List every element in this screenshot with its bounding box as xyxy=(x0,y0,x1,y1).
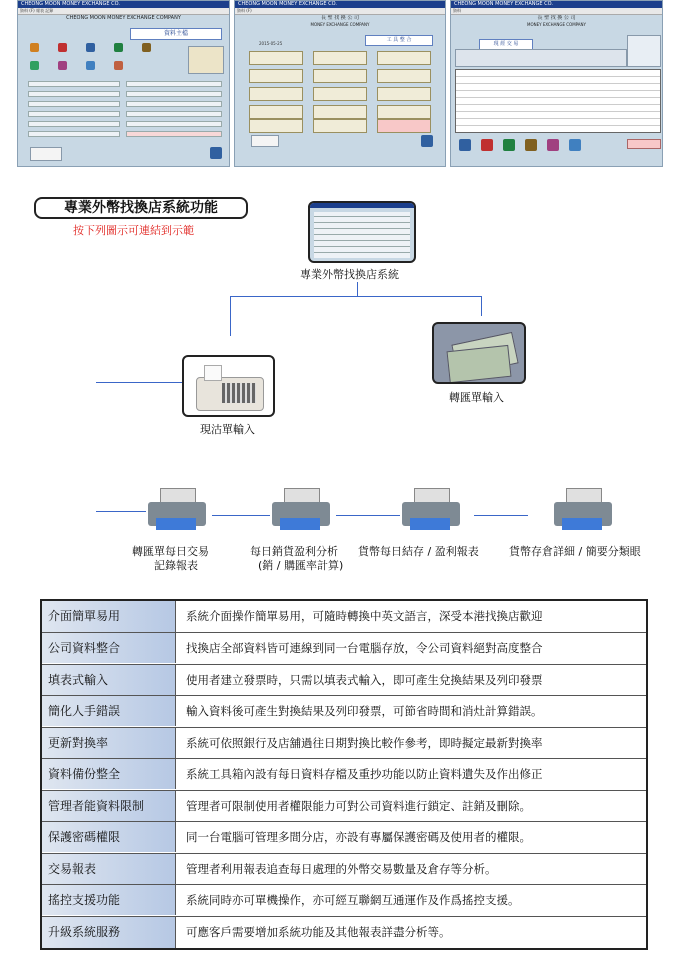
printer-output xyxy=(410,518,450,530)
tool-button[interactable] xyxy=(249,119,303,133)
window-titlebar: CHEONG MOON MONEY EXCHANGE CO. xyxy=(235,1,445,8)
register-keypad xyxy=(222,383,256,403)
window-header: 長 聖 找 換 公 司 xyxy=(321,15,359,21)
menu-row[interactable] xyxy=(28,111,120,117)
feature-key: 更新對換率 xyxy=(42,728,176,758)
tab-label: 工 具 整 合 xyxy=(365,35,433,46)
door-icon[interactable] xyxy=(421,135,433,147)
screenshot-tools[interactable] xyxy=(234,0,446,167)
feature-row xyxy=(42,884,646,915)
report-label: 貨幣每日結存 / 盈利報表 xyxy=(358,545,479,558)
feature-key: 管理者能資料限制 xyxy=(42,791,176,821)
menu-row[interactable] xyxy=(28,121,120,127)
module-icon[interactable] xyxy=(30,43,39,52)
module-tile[interactable] xyxy=(188,46,224,74)
tool-button[interactable] xyxy=(377,119,431,133)
main-system-label: 專業外幣找換店系統 xyxy=(300,268,399,281)
feature-table xyxy=(40,599,648,950)
feature-row xyxy=(42,853,646,884)
menu-row[interactable] xyxy=(126,101,222,107)
menu-row[interactable] xyxy=(126,131,222,137)
window-titlebar: CHEONG MOON MONEY EXCHANGE CO. xyxy=(451,1,662,8)
tool-button[interactable] xyxy=(313,69,367,83)
main-system-thumbnail[interactable] xyxy=(308,201,416,263)
transfer-label: 轉匯單輸入 xyxy=(449,391,504,404)
printer-icon[interactable] xyxy=(146,488,210,534)
toolbar-icon[interactable] xyxy=(481,139,493,151)
module-icon[interactable] xyxy=(86,61,95,70)
menu-row[interactable] xyxy=(126,121,222,127)
toolbar-icon[interactable] xyxy=(547,139,559,151)
report-label: 每日銷貨盈利分析 xyxy=(250,545,338,558)
module-icon[interactable] xyxy=(58,43,67,52)
toolbar-icon[interactable] xyxy=(503,139,515,151)
connector-line xyxy=(357,282,358,296)
total-field xyxy=(627,139,661,149)
connector-line xyxy=(212,515,270,516)
tool-button[interactable] xyxy=(249,87,303,101)
module-icon[interactable] xyxy=(58,61,67,70)
module-icon[interactable] xyxy=(86,43,95,52)
cash-register-image[interactable] xyxy=(182,355,275,417)
tool-button[interactable] xyxy=(377,105,431,119)
window-titlebar: CHEONG MOON MONEY EXCHANGE CO. xyxy=(18,1,229,8)
module-icon[interactable] xyxy=(142,43,151,52)
register-paper xyxy=(204,365,222,381)
screenshot-main-menu[interactable] xyxy=(17,0,230,167)
connector-line xyxy=(96,511,146,512)
printer-icon[interactable] xyxy=(400,488,464,534)
feature-key: 交易報表 xyxy=(42,854,176,884)
report-label-line2: 記錄報表 xyxy=(154,559,198,572)
feature-value: 管理者利用報表追查每日處理的外幣交易數量及倉存等分析。 xyxy=(186,862,497,876)
feature-key: 資料備份整全 xyxy=(42,759,176,789)
feature-row xyxy=(42,727,646,758)
printer-icon[interactable] xyxy=(270,488,334,534)
toolbar-icon[interactable] xyxy=(569,139,581,151)
feature-key: 公司資料整合 xyxy=(42,633,176,663)
report-label: 轉匯單每日交易 xyxy=(132,545,209,558)
feature-value: 輸入資料後可產生對換結果及列印發票，可節省時間和消灶計算錯誤。 xyxy=(186,704,543,718)
help-button[interactable] xyxy=(251,135,279,147)
feature-value: 使用者建立發票時，只需以填表式輸入，即可產生兌換結果及列印發票 xyxy=(186,673,543,687)
feature-value: 管理者可限制使用者權限能力可對公司資料進行鎖定、註銷及刪除。 xyxy=(186,799,531,813)
feature-row xyxy=(42,695,646,726)
window-menubar: 資料 (F) 報表 記錄 xyxy=(18,8,229,15)
thumbnail-titlebar xyxy=(310,203,414,208)
form-panel xyxy=(455,49,627,67)
banknote xyxy=(446,345,511,383)
connector-line xyxy=(336,515,400,516)
feature-value: 可應客戶需要增加系統功能及其他報表詳盡分析等。 xyxy=(186,925,451,939)
window-header: CHEONG MOON MONEY EXCHANGE COMPANY xyxy=(66,15,181,21)
date-label: 2015-05-25 xyxy=(259,41,283,46)
feature-value: 找換店全部資料皆可連線到同一台電腦存放，令公司資料絕對高度整合 xyxy=(186,641,543,655)
module-icon[interactable] xyxy=(30,61,39,70)
feature-key: 簡化人手錯誤 xyxy=(42,696,176,726)
printer-output xyxy=(156,518,196,530)
feature-key: 搖控支援功能 xyxy=(42,885,176,915)
feature-row xyxy=(42,601,646,632)
window-subheader: MONEY EXCHANGE COMPANY xyxy=(527,22,586,27)
feature-value: 系統工具箱內設有每日資料存檔及重抄功能以防止資料遺失及作出修正 xyxy=(186,767,543,781)
feature-key: 保護密碼權限 xyxy=(42,822,176,852)
connector-line xyxy=(96,382,182,383)
feature-key: 升級系統服務 xyxy=(42,917,176,948)
module-icon[interactable] xyxy=(114,61,123,70)
feature-value: 系統介面操作簡單易用，可隨時轉換中英文語言，深受本港找換店歡迎 xyxy=(186,609,543,623)
section-subtitle-link[interactable]: 按下列圖示可連結到示範 xyxy=(73,224,194,237)
connector-line xyxy=(474,515,528,516)
menu-row[interactable] xyxy=(126,91,222,97)
feature-row xyxy=(42,664,646,695)
menu-row[interactable] xyxy=(28,81,120,87)
tool-button[interactable] xyxy=(249,51,303,65)
feature-value: 系統同時亦可單機操作，亦可經互聯網互通運作及作爲搖控支援。 xyxy=(186,893,520,907)
feature-row xyxy=(42,758,646,789)
feature-value: 同一台電腦可管理多間分店，亦設有專屬保護密碼及使用者的權限。 xyxy=(186,830,531,844)
tool-button[interactable] xyxy=(313,87,367,101)
tool-button[interactable] xyxy=(249,105,303,119)
printer-output xyxy=(280,518,320,530)
screenshot-transaction[interactable] xyxy=(450,0,663,167)
tab-label: 資料主檔 xyxy=(130,28,222,40)
feature-row xyxy=(42,632,646,663)
feature-row xyxy=(42,916,646,948)
connector-line xyxy=(230,296,231,336)
module-icon[interactable] xyxy=(114,43,123,52)
toolbar-icon[interactable] xyxy=(459,139,471,151)
cash-receipt-label: 現沽單輸入 xyxy=(200,423,255,436)
menu-row[interactable] xyxy=(126,81,222,87)
window-subheader: MONEY EXCHANGE COMPANY xyxy=(310,22,370,27)
window-menubar: 資料 (F) xyxy=(235,8,445,15)
door-icon[interactable] xyxy=(210,147,222,159)
exit-button[interactable] xyxy=(30,147,62,161)
menu-row[interactable] xyxy=(126,111,222,117)
tool-button[interactable] xyxy=(313,119,367,133)
window-header: 長 聖 找 換 公 司 xyxy=(537,15,576,21)
transaction-table[interactable] xyxy=(455,69,661,133)
menu-row[interactable] xyxy=(28,91,120,97)
connector-line xyxy=(230,296,482,297)
feature-row xyxy=(42,790,646,821)
feature-key: 介面簡單易用 xyxy=(42,601,176,632)
toolbar-icon[interactable] xyxy=(525,139,537,151)
tool-button[interactable] xyxy=(377,69,431,83)
tool-button[interactable] xyxy=(313,105,367,119)
report-label-line2: (銷 / 購匯率計算) xyxy=(258,559,344,572)
thumbnail-grid xyxy=(314,212,410,258)
tool-button[interactable] xyxy=(313,51,367,65)
printer-output xyxy=(562,518,602,530)
tool-button[interactable] xyxy=(249,69,303,83)
report-label: 貨幣存倉詳細 / 簡要分類眼 xyxy=(509,545,641,558)
section-title: 專業外幣找換店系統功能 xyxy=(34,197,248,219)
tab-label: 現 經 交 易 xyxy=(479,39,533,50)
money-image[interactable] xyxy=(432,322,526,384)
feature-row xyxy=(42,821,646,852)
connector-line xyxy=(481,296,482,316)
feature-value: 系統可依照銀行及店舖過往日期對換比較作參考，即時擬定最新對換率 xyxy=(186,736,543,750)
tool-button[interactable] xyxy=(377,87,431,101)
menu-row[interactable] xyxy=(28,101,120,107)
printer-icon[interactable] xyxy=(552,488,616,534)
menu-row[interactable] xyxy=(28,131,120,137)
window-menubar: 資料 xyxy=(451,8,662,15)
feature-key: 填表式輸入 xyxy=(42,665,176,695)
info-panel xyxy=(627,35,661,67)
tool-button[interactable] xyxy=(377,51,431,65)
